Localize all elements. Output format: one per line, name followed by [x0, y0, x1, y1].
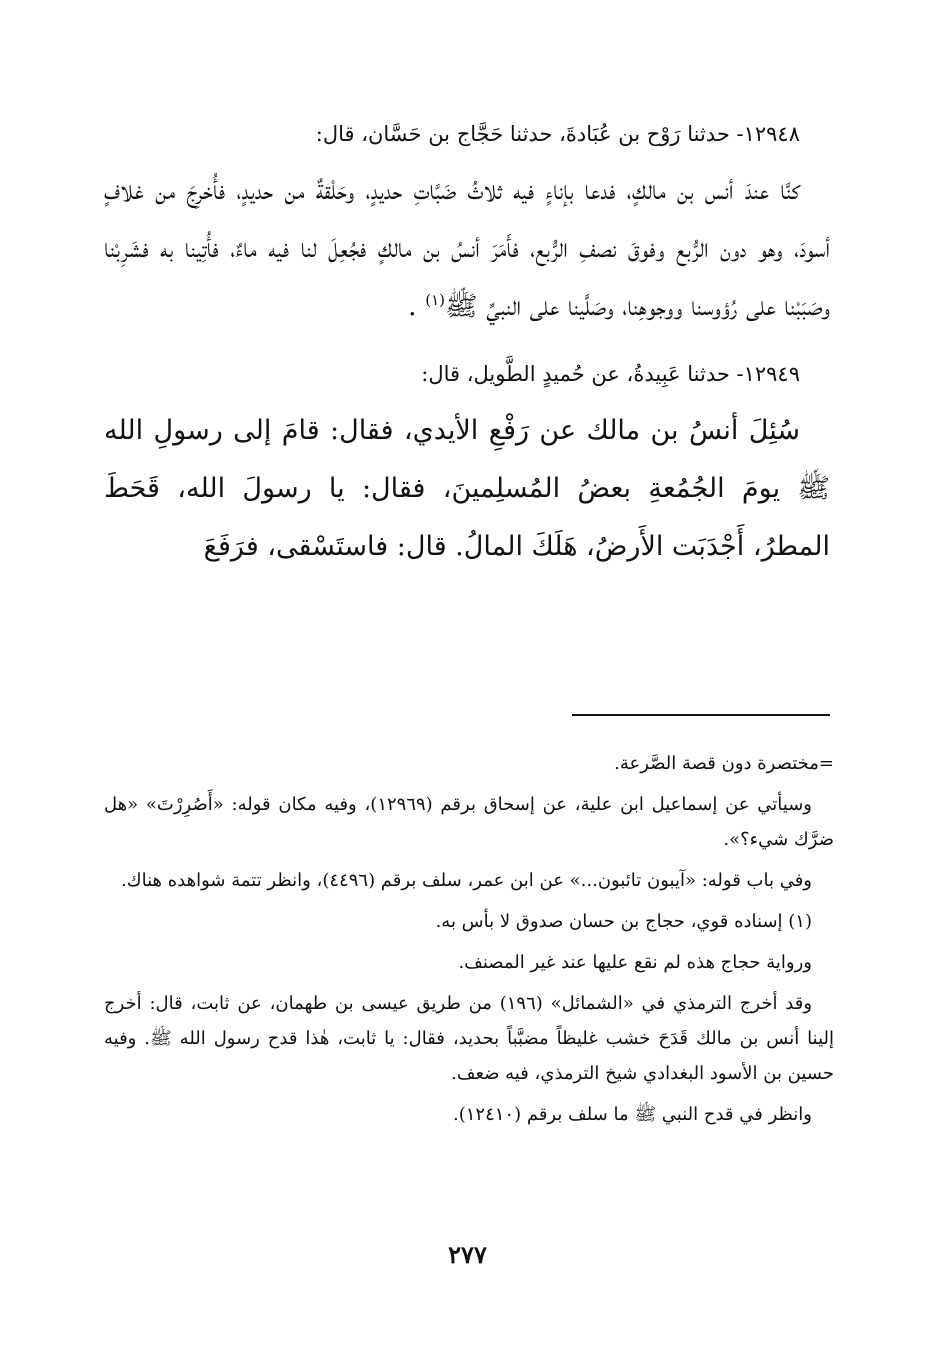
footnote-reference-1: (١) [425, 291, 445, 309]
hadith-12948-body: كنَّا عندَ أنس بن مالكٍ، فدعا بإناءٍ فيه ثلاثُ ضَبَّاتِ حديدٍ، وحَلْقةٌ من حديدٍ، فأُخرِجَ من غلافٍ أسودَ، وهو دون الرُّبع وفوقَ نصفِ الرُّبع، فأَمَرَ أنسُ بن مالكٍ فجُعِلَ لنا فيه ماءٌ، فأُتِينا به فشَرِبْنا وصَبَبْنا على رُؤوسنا ووجوهِنا، وصَلَّينا على النبيِّ ﷺ [104, 175, 830, 322]
footnote-paragraph: ورواية حجاج هذه لم نقع عليها عند غير المصنف. [458, 952, 812, 973]
footnote-paragraph: وسيأتي عن إسماعيل ابن علية، عن إسحاق برقم (١٢٩٦٩)، وفيه مكان قوله: «أَصُرِرْتَ» «هل ضرَّك شيء؟». [104, 794, 834, 850]
main-text [104, 112, 830, 576]
footnote-paragraph: وانظر في قدح النبي ﷺ ما سلف برقم (١٢٤١٠). [453, 1104, 812, 1125]
footnotes [104, 746, 834, 1138]
footnote-paragraph: وفي باب قوله: «آيبون تائبون...» عن ابن عمر، سلف برقم (٤٤٩٦)، وانظر تتمة شواهده هناك. [121, 870, 812, 891]
footnote-separator [572, 714, 830, 716]
hadith-12949-heading: ١٢٩٤٩- حدثنا عَبِيدةُ، عن حُميدٍ الطَّويل، قال: [421, 362, 800, 386]
paragraph-gap [104, 336, 830, 352]
footnote-continuation: =مختصرة دون قصة الصَّرعة. [614, 753, 834, 774]
hadith-12949-text: سُئِلَ أنسُ بن مالك عن رَفْعِ الأيدي، فقال: قامَ إلى رسولِ الله ﷺ يومَ الجُمُعةِ بعضُ المُسلِمينَ، فقال: يا رسولَ الله، قَحَطَ المطرُ، أَجْدَبَت الأَرضُ، هَلَكَ المالُ. قال: فاستَسْقى، فرَفَعَ [104, 415, 830, 562]
page-number: ٢٧٧ [448, 1240, 487, 1269]
footnote-paragraph: وقد أخرج الترمذي في «الشمائل» (١٩٦) من طريق عيسى بن طهمان، عن ثابت، قال: أخرج إلينا أنس بن مالك قَدَحَ خشب غليظاً مضبَّباً بحديد، فقال: يا ثابت، هٰذا قدح رسول الله ﷺ. وفيه حسين بن الأسود البغدادي شيخ الترمذي، فيه ضعف. [104, 993, 834, 1084]
footnote-1: (١) إسناده قوي، حجاج بن حسان صدوق لا بأس به. [435, 911, 812, 932]
hadith-12948-end: . [408, 291, 426, 322]
hadith-12948-heading: ١٢٩٤٨- حدثنا رَوْح بن عُبَادةَ، حدثنا حَجَّاج بن حَسَّان، قال: [315, 122, 800, 146]
hadith-12948-text [104, 162, 830, 336]
